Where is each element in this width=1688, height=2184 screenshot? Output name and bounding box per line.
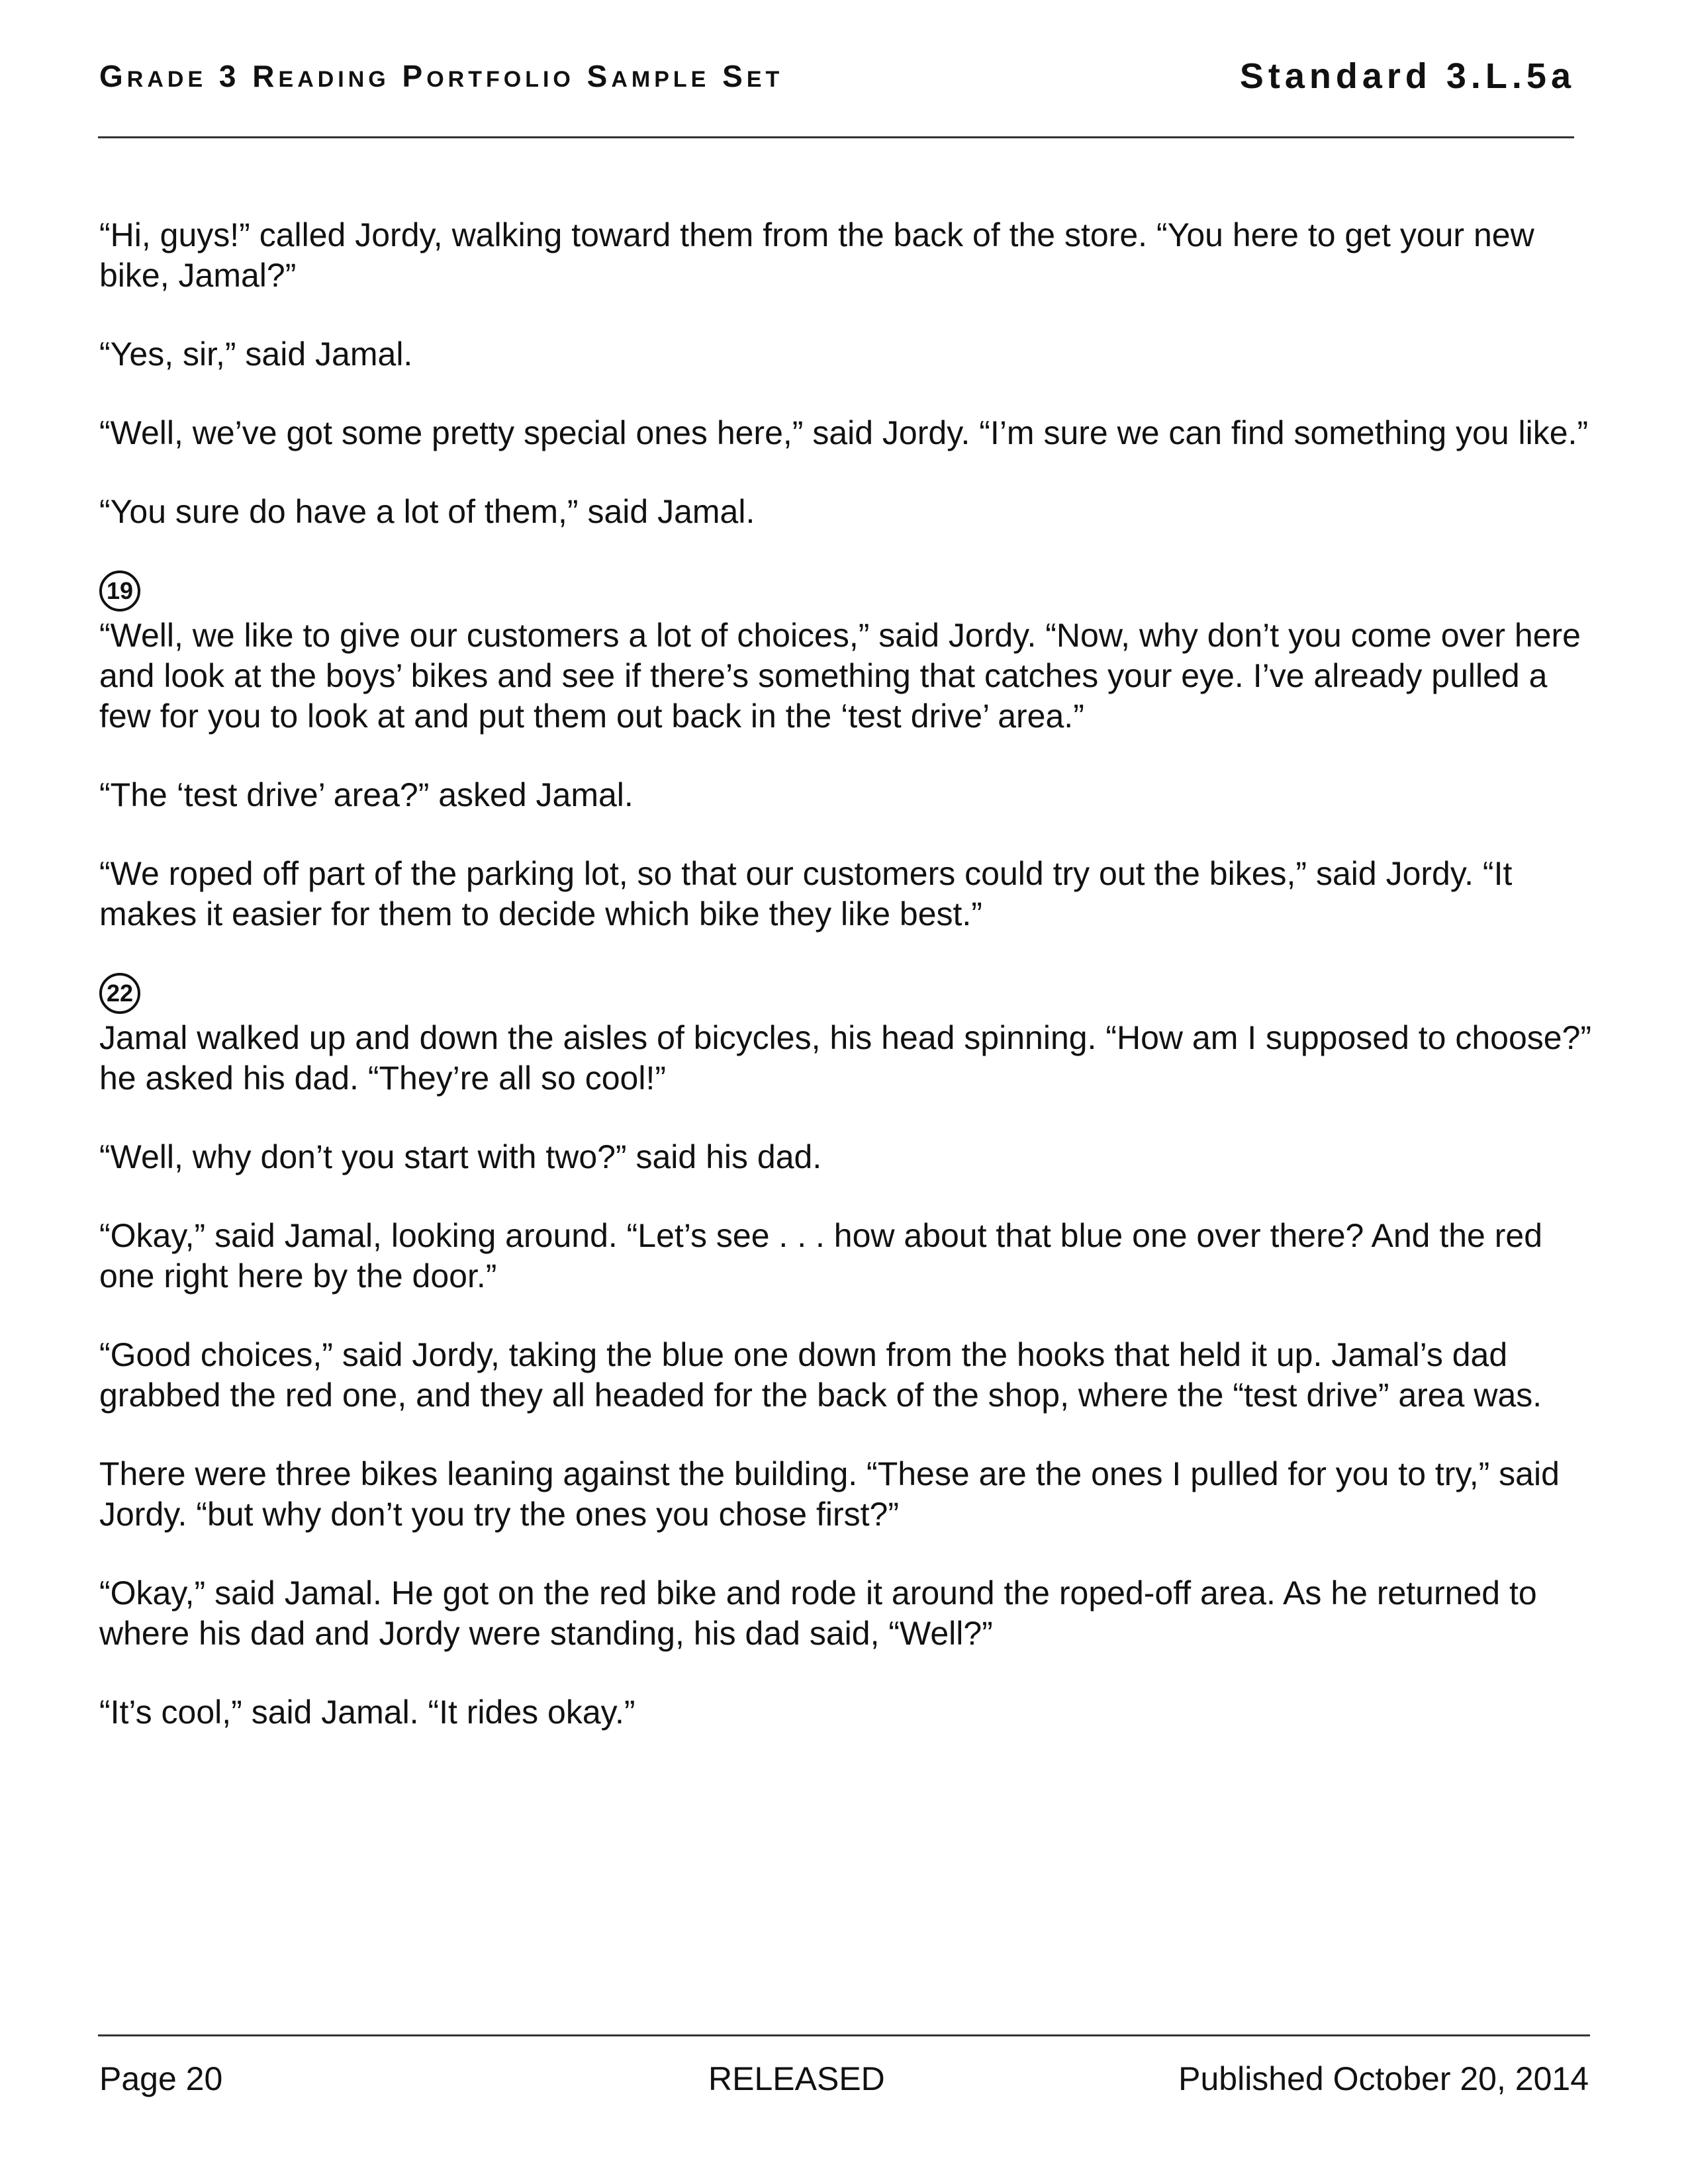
title-initial: P: [402, 59, 427, 93]
paragraph: “The ‘test drive’ area?” asked Jamal.: [99, 776, 633, 813]
title-initial: R: [252, 59, 279, 93]
title-word: [252, 59, 389, 93]
title-initial: 3: [218, 59, 240, 93]
paragraph-number-marker: 19: [99, 570, 140, 612]
paragraph: “You sure do have a lot of them,” said Jamal.: [99, 493, 755, 530]
title-initial: S: [722, 59, 747, 93]
release-status: RELEASED: [708, 2060, 885, 2097]
paragraph: “Well, we like to give our customers a lot of choices,” said Jordy. “Now, why don’t you come over here and look at the boys’ bikes and see if there’s something that catches your eye. I’ve already pulled a few for you to look at and put them out back in the ‘test drive’ area.”: [99, 617, 1581, 735]
paragraph: “Hi, guys!” called Jordy, walking toward them from the back of the store. “You here to get your new bike, Jamal?”: [99, 216, 1534, 294]
paragraph: “Well, why don’t you start with two?” said his dad.: [99, 1138, 822, 1175]
title-word: [219, 59, 240, 93]
title-initial: G: [99, 59, 127, 93]
paragraph: “It’s cool,” said Jamal. “It rides okay.”: [99, 1694, 635, 1731]
title-rest: AMPLE: [611, 67, 710, 92]
paragraph: “Okay,” said Jamal. He got on the red bike and rode it around the roped-off area. As he returned to where his dad and Jordy were standing, his dad said, “Well?”: [99, 1574, 1537, 1652]
paragraph: “We roped off part of the parking lot, so that our customers could try out the bikes,” said Jordy. “It makes it easier for them to decide which bike they like best.”: [99, 855, 1513, 933]
paragraph-number-marker: 22: [99, 973, 140, 1014]
document-title: [99, 58, 783, 94]
paragraph: “Good choices,” said Jordy, taking the blue one down from the hooks that held it up. Jamal’s dad grabbed the red one, and they all headed for the back of the shop, where the “test drive” area was.: [99, 1336, 1542, 1414]
paragraph: “Okay,” said Jamal, looking around. “Let’s see . . . how about that blue one over there? And the red one right here by the door.”: [99, 1217, 1543, 1295]
title-rest: EADING: [278, 67, 390, 92]
paragraph: Jamal walked up and down the aisles of bicycles, his head spinning. “How am I supposed to choose?” he asked his dad. “They’re all so cool!”: [99, 1019, 1592, 1097]
header-divider: [98, 136, 1574, 138]
title-word: [99, 59, 207, 93]
paragraph: “Well, we’ve got some pretty special ones here,” said Jordy. “I’m sure we can find something you like.”: [99, 414, 1589, 451]
title-rest: ORTFOLIO: [426, 67, 575, 92]
title-word: [722, 59, 783, 93]
title-rest: RADE: [126, 67, 207, 92]
page-number: Page 20: [99, 2060, 223, 2097]
paragraph: “Yes, sir,” said Jamal.: [99, 336, 413, 373]
title-word: [587, 59, 710, 93]
title-word: [402, 59, 575, 93]
paragraph: There were three bikes leaning against the building. “These are the ones I pulled for you to try,” said Jordy. “but why don’t you try the ones you chose first?”: [99, 1455, 1560, 1533]
footer-divider: [98, 2034, 1590, 2036]
standard-label: Standard 3.L.5a: [1239, 56, 1575, 96]
title-initial: S: [586, 59, 612, 93]
publication-date: Published October 20, 2014: [1178, 2060, 1589, 2097]
title-rest: ET: [746, 67, 784, 92]
passage-text: [99, 215, 1595, 1771]
